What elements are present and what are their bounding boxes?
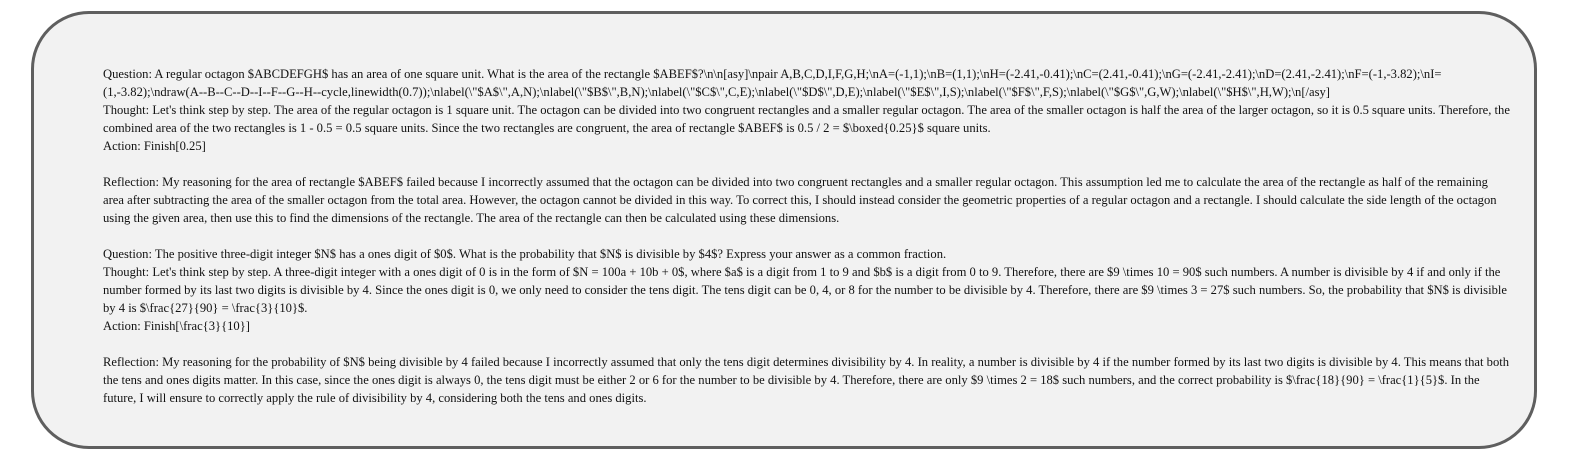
- document-panel: [31, 11, 1537, 449]
- question-text: Question: A regular octagon $ABCDEFGH$ has an area of one square unit. What is the area of the rectangle $ABEF$?\n\n[asy]\npair A,B,C,D,I,F,G,H;\nA=(-1,1);\nB=(1,1);\nH=(-2.41,-0.41);\nC=(2.41,-0.41);\nG=(-2.41,-2.41);\nD=(2.41,-2.41);\nF=(-1,-3.82);\nI=(1,-3.82);\ndraw(A--B--C--D--I--F--G--H--cycle,linewidth(0.7));\nlabel(\"$A$\",A,N);\nlabel(\"$B$\",B,N);\nlabel(\"$C$\",C,E);\nlabel(\"$D$\",D,E);\nlabel(\"$E$\",I,S);\nlabel(\"$F$\",F,S);\nlabel(\"$G$\",G,W);\nlabel(\"$H$\",H,W);\n[/asy]: [103, 67, 1442, 99]
- qa-block-1: [103, 65, 1510, 227]
- thought-text: Thought: Let's think step by step. A three-digit integer with a ones digit of 0 is in the form of $N = 100a + 10b + 0$, where $a$ is a digit from 1 to 9 and $b$ is a digit from 0 to 9. Therefore, there are $9 \times 10 = 90$ such numbers. A number is divisible by 4 if and only if the number formed by its last two digits is divisible by 4. Since the ones digit is 0, we only need to consider the tens digit. The tens digit can be 0, 4, or 8 for the number to be divisible by 4. Therefore, there are $9 \times 3 = 27$ such numbers. So, the probability that $N$ is divisible by 4 is $\frac{27}{90} = \frac{3}{10}$.: [103, 265, 1507, 315]
- document-content: [103, 65, 1510, 407]
- spacer: [103, 227, 1510, 245]
- question-text: Question: The positive three-digit integer $N$ has a ones digit of $0$. What is the probability that $N$ is divisible by $4$? Express your answer as a common fraction.: [103, 247, 947, 261]
- action-text: Action: Finish[\frac{3}{10}]: [103, 319, 250, 333]
- reflection-text: Reflection: My reasoning for the probability of $N$ being divisible by 4 failed because I incorrectly assumed that only the tens digit determines divisibility by 4. In reality, a number is divisible by 4 if the number formed by its last two digits is divisible by 4. This means that both the tens and ones digits matter. In this case, since the ones digit is always 0, the tens digit must be either 2 or 6 for the number to be divisible by 4. Therefore, there are only $9 \times 2 = 18$ such numbers, and the correct probability is $\frac{18}{90} = \frac{1}{5}$. In the future, I will ensure to correctly apply the rule of divisibility by 4, considering both the tens and ones digits.: [103, 355, 1510, 405]
- action-text: Action: Finish[0.25]: [103, 139, 206, 153]
- spacer: [103, 155, 1510, 173]
- thought-text: Thought: Let's think step by step. The area of the regular octagon is 1 square unit. The octagon can be divided into two congruent rectangles and a smaller regular octagon. The area of the smaller octagon is half the area of the larger octagon, so it is 0.5 square units. Therefore, the combined area of the two rectangles is 1 - 0.5 = 0.5 square units. Since the two rectangles are congruent, the area of rectangle $ABEF$ is 0.5 / 2 = $\boxed{0.25}$ square units.: [103, 103, 1510, 135]
- spacer: [103, 335, 1510, 353]
- reflection-text: Reflection: My reasoning for the area of rectangle $ABEF$ failed because I incorrectly assumed that the octagon can be divided into two congruent rectangles and a smaller regular octagon. This assumption led me to calculate the area of the rectangle as half of the remaining area after subtracting the area of the smaller octagon from the total area. However, the octagon cannot be divided in this way. To correct this, I should instead consider the geometric properties of a regular octagon and a rectangle. I should calculate the side length of the octagon using the given area, then use this to find the dimensions of the rectangle. The area of the rectangle can then be calculated using these dimensions.: [103, 175, 1497, 225]
- qa-block-2: [103, 245, 1510, 407]
